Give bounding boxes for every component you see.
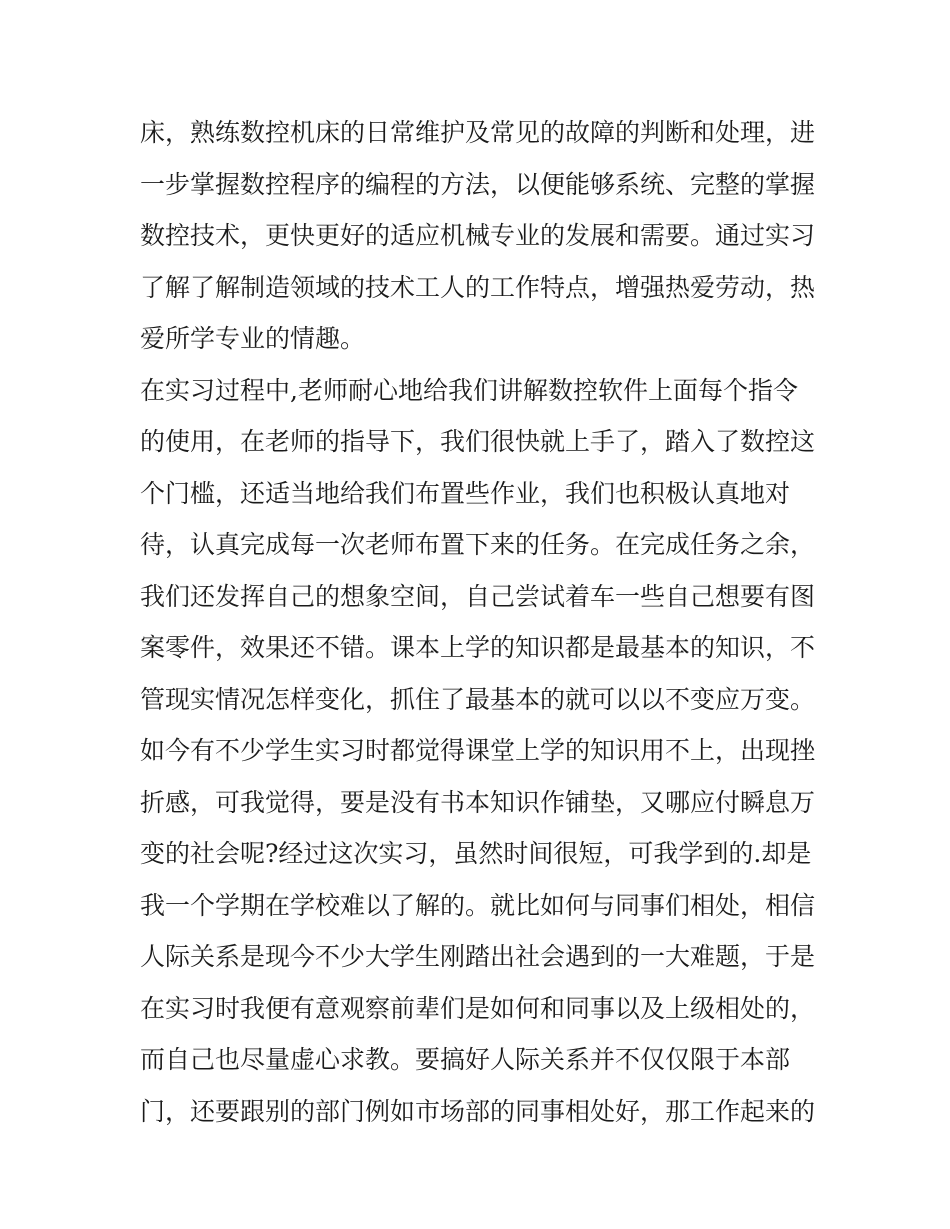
text-line-15: 变的社会呢?经过这次实习，虽然时间很短，可我学到的.却是	[140, 839, 812, 868]
text-line-11: 案零件，效果还不错。课本上学的知识都是最基本的知识，不	[140, 633, 816, 662]
text-line-4: 了解了解制造领域的技术工人的工作特点，增强热爱劳动，热	[140, 272, 816, 302]
text-line-6: 在实习过程中,老师耐心地给我们讲解数控软件上面每个指令	[140, 375, 798, 405]
text-line-5: 爱所学专业的情趣。	[140, 324, 366, 353]
text-line-10: 我们还发挥自己的想象空间，自己尝试着车一些自己想要有图	[140, 581, 816, 611]
text-line-20: 门，还要跟别的部门例如市场部的同事相处好，那工作起来的	[140, 1096, 816, 1126]
text-line-19: 而自己也尽量虚心求教。要搞好人际关系并不仅仅限于本部	[140, 1045, 791, 1074]
text-line-8: 个门槛，还适当地给我们布置些作业，我们也积极认真地对	[140, 478, 791, 508]
text-line-3: 数控技术，更快更好的适应机械专业的发展和需要。通过实习	[140, 221, 816, 250]
text-line-9: 待，认真完成每一次老师布置下来的任务。在完成任务之余，	[140, 530, 816, 559]
body-text	[140, 107, 820, 1137]
text-line-16: 我一个学期在学校难以了解的。就比如何与同事们相处，相信	[140, 890, 816, 920]
text-line-13: 如今有不少学生实习时都觉得课堂上学的知识用不上，出现挫	[140, 736, 816, 765]
text-line-18: 在实习时我便有意观察前辈们是如何和同事以及上级相处的，	[140, 993, 816, 1023]
text-line-7: 的使用，在老师的指导下，我们很快就上手了，踏入了数控这	[140, 427, 816, 456]
text-line-1: 床，熟练数控机床的日常维护及常见的故障的判断和处理，进	[140, 118, 816, 147]
text-line-12: 管现实情况怎样变化，抓住了最基本的就可以以不变应万变。	[140, 684, 816, 714]
text-line-2: 一步掌握数控程序的编程的方法，以便能够系统、完整的掌握	[140, 169, 816, 199]
text-line-14: 折感，可我觉得，要是没有书本知识作铺垫，又哪应付瞬息万	[140, 787, 816, 817]
text-line-17: 人际关系是现今不少大学生刚踏出社会遇到的一大难题，于是	[140, 942, 816, 971]
